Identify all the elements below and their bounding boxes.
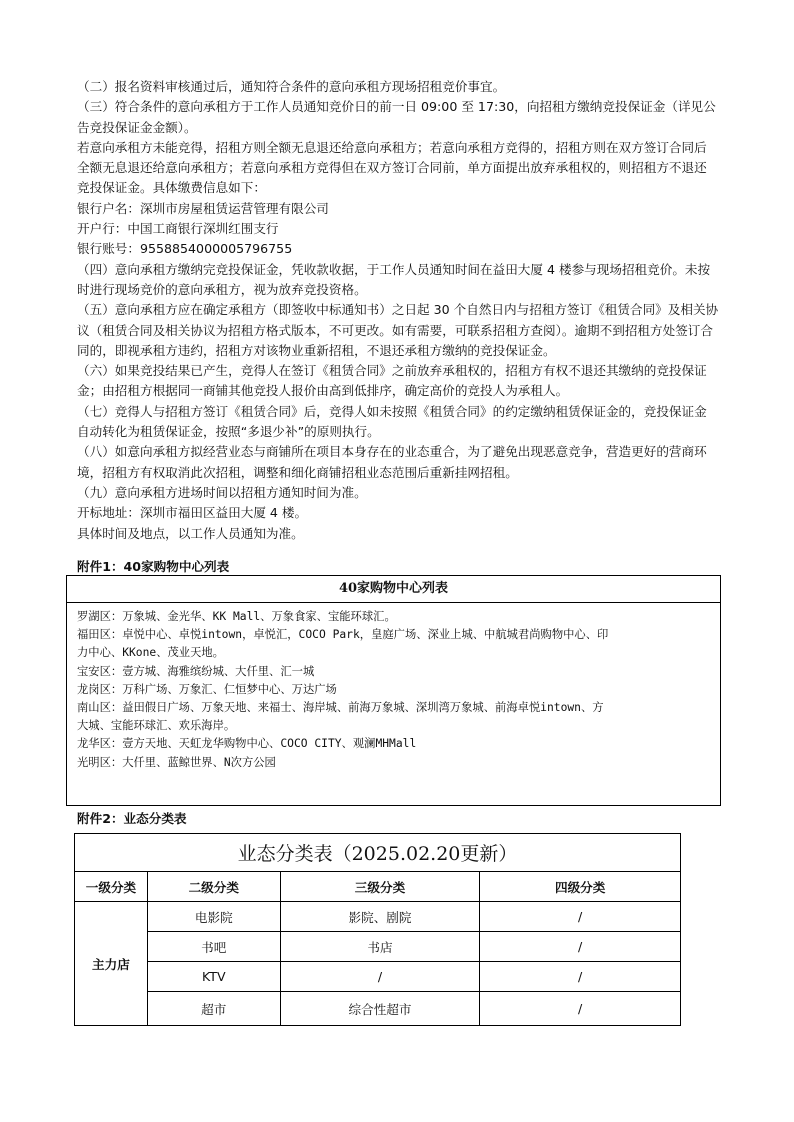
table-cell: / <box>480 992 681 1026</box>
paragraph-2: （二）报名资料审核通过后，通知符合条件的意向承租方现场招租竞价事宜。 <box>77 79 506 94</box>
table-cell: / <box>480 902 681 932</box>
mall-list-line: 龙岗区：万科广场、万象汇、仁恒梦中心、万达广场 <box>77 682 337 696</box>
paragraph-7: （七）竞得人与招租方签订《租赁合同》后，竞得人如未按照《租赁合同》的约定缴纳租赁保证金的，竞投保证金自动转化为租赁保证金，按照“多退少补”的原则执行。 <box>77 403 707 440</box>
header-level2: 二级分类 <box>147 872 280 902</box>
table-cell: / <box>480 962 681 992</box>
table-cell: 综合性超市 <box>280 992 480 1026</box>
table-row <box>75 932 681 962</box>
paragraph-6: （六）如果竞投结果已产生，竞得人在签订《租赁合同》之前放弃承租权的，招租方有权不退还其缴纳的竞投保证金；由招租方根据同一商铺其他竞投人报价由高到低排序，确定高价的竞投人为承租人。 <box>77 363 707 399</box>
opening-address: 开标地址：深圳市福田区益田大厦 4 楼。 <box>77 505 308 521</box>
paragraph-4: （四）意向承租方缴纳完竞投保证金，凭收款收据，于工作人员通知时间在益田大厦 4 楼参与现场招租竞价。未按时进行现场竞价的意向承租方，视为放弃竞投资格。 <box>77 261 711 297</box>
mall-list-line: 福田区：卓悦中心、卓悦intown，卓悦汇，COCO Park，皇庭广场、深业上城、中航城君尚购物中心、印 <box>77 628 609 642</box>
attachment1-heading: 附件1：40家购物中心列表 <box>77 559 230 574</box>
body-text <box>77 77 719 544</box>
mall-list-line: 南山区：益田假日广场、万象天地、来福士、海岸城、前海万象城、深圳湾万象城、前海卓悦intown、方 <box>77 701 604 715</box>
paragraph-refund: 若意向承租方未能竞得，招租方则全额无息退还给意向承租方；若意向承租方竞得的，招租方则在双方签订合同后全额无息退还给意向承租方；若意向承租方竞得但在双方签订合同前，单方面提出放弃承租权的，则招租方不退还竞投保证金。具体缴费信息如下： <box>77 139 707 196</box>
business-type-table <box>74 833 681 1026</box>
bank-branch: 开户行：中国工商银行深圳红围支行 <box>77 221 279 237</box>
mall-list-line: 罗湖区：万象城、金光华、KK Mall、万象食家、宝能环球汇。 <box>77 610 396 623</box>
paragraph-3: （三）符合条件的意向承租方于工作人员通知竞价日的前一日 09:00 至 17:30，向招租方缴纳竞投保证金（详见公告竞投保证金金额）。 <box>77 99 716 135</box>
header-level4: 四级分类 <box>480 872 681 902</box>
table-cell: / <box>480 932 681 962</box>
table-cell: KTV <box>147 962 280 992</box>
paragraph-5: （五）意向承租方应在确定承租方（即签收中标通知书）之日起 30 个自然日内与招租方签订《租赁合同》及相关协议（租赁合同及相关协议为招租方格式版本，不可更改。如有需要，可联系招租方查阅）。逾期不到招租方处签订合同的，即视承租方违约，招租方对该物业重新招租，不退还承租方缴纳的竞投保证金。 <box>77 302 719 358</box>
table-cell: 影院、剧院 <box>280 902 480 932</box>
header-level1: 一级分类 <box>75 872 148 902</box>
table-cell: / <box>280 962 480 992</box>
paragraph-9: （九）意向承租方进场时间以招租方通知时间为准。 <box>77 484 367 500</box>
table-title: 业态分类表（2025.02.20更新） <box>75 834 681 872</box>
table-row <box>75 962 681 992</box>
group-cell: 主力店 <box>75 902 148 1026</box>
bank-name: 银行户名：深圳市房屋租赁运营管理有限公司 <box>77 200 329 216</box>
mall-list-line: 大城、宝能环球汇、欢乐海岸。 <box>77 719 236 733</box>
mall-list-line: 光明区：大仟里、蓝鲸世界、N次方公园 <box>77 755 276 769</box>
table-cell: 书店 <box>280 932 480 962</box>
bank-account: 银行账号：9558854000005796755 <box>77 241 293 257</box>
time-location-note: 具体时间及地点，以工作人员通知为准。 <box>77 525 304 541</box>
paragraph-8: （八）如意向承租方拟经营业态与商铺所在项目本身存在的业态重合，为了避免出现恶意竞争，营造更好的营商环境，招租方有权取消此次招租，调整和细化商铺招租业态范围后重新挂网招租。 <box>77 444 707 480</box>
mall-list-box <box>66 575 721 806</box>
mall-list-line: 宝安区：壹方城、海雅缤纷城、大仟里、汇一城 <box>77 664 315 678</box>
mall-list-title: 40家购物中心列表 <box>67 576 720 603</box>
table-cell: 超市 <box>147 992 280 1026</box>
attachment2-heading: 附件2：业态分类表 <box>77 811 187 826</box>
table-cell: 电影院 <box>147 902 280 932</box>
header-level3: 三级分类 <box>280 872 480 902</box>
table-row <box>75 992 681 1026</box>
mall-list-line: 力中心、KKone、茂业天地。 <box>77 646 224 660</box>
table-cell: 书吧 <box>147 932 280 962</box>
table-row <box>75 902 681 932</box>
mall-list-lines <box>67 603 720 772</box>
mall-list-line: 龙华区：壹方天地、天虹龙华购物中心、COCO CITY、观澜MHMall <box>77 737 417 751</box>
